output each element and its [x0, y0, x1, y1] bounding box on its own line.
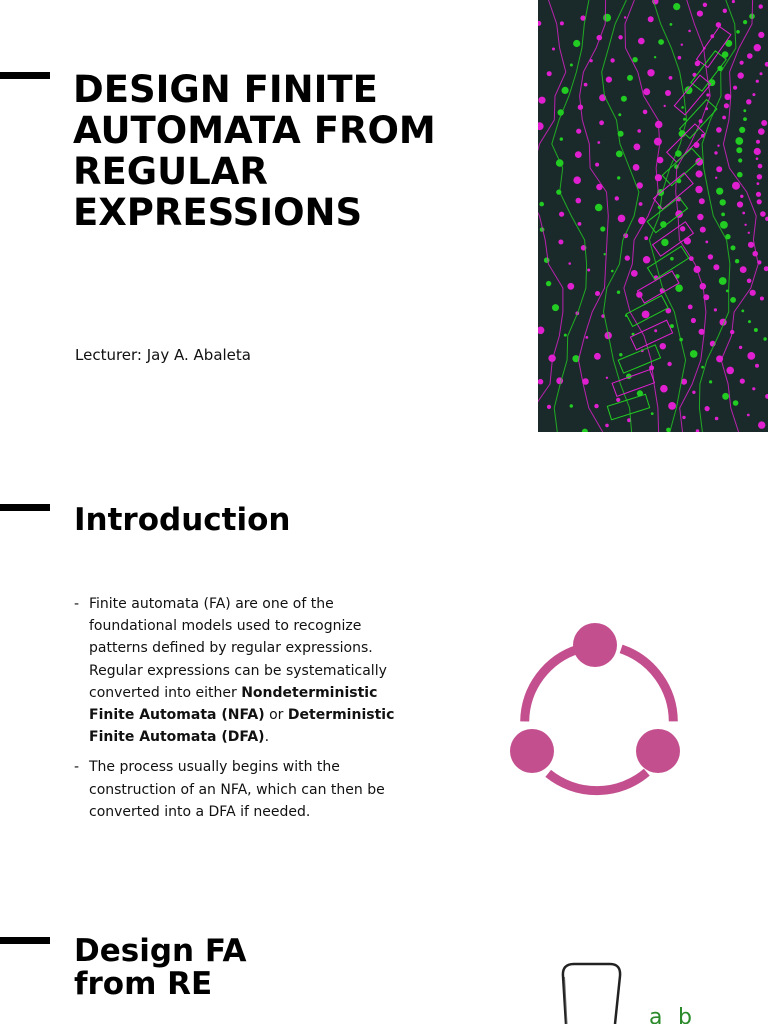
- automaton-sketch-image: [548, 958, 708, 1024]
- sketch-label-a: a: [649, 1005, 663, 1024]
- slide2-title: Introduction: [74, 502, 291, 538]
- bullet-dash: -: [74, 759, 80, 776]
- slide1-accent-bar: [0, 72, 50, 79]
- slide3-title: Design FA from RE: [74, 933, 247, 1002]
- intro-bullet-list: [74, 593, 399, 831]
- cover-art-image: [538, 0, 768, 432]
- slide1-title: DESIGN FINITE AUTOMATA FROM REGULAR EXPRESSIONS: [73, 68, 436, 234]
- slide2-accent-bar: [0, 504, 50, 511]
- hierarchy-cycle-icon: [505, 622, 685, 797]
- slide3-accent-bar: [0, 937, 50, 944]
- sketch-label-b: b: [678, 1005, 692, 1024]
- bullet-item: - Finite automata (FA) are one of the foundational models used to recognize patterns defined by regular expressions. Regular expressions can be systematically converted into either Nondeterministic Finite Automata (NFA) or Deterministic Finite Automata (DFA).: [74, 593, 399, 748]
- bullet-item: - The process usually begins with the construction of an NFA, which can then be converted into a DFA if needed.: [74, 756, 399, 823]
- lecturer-name: Lecturer: Jay A. Abaleta: [75, 346, 251, 364]
- bullet-dash: -: [74, 596, 80, 612]
